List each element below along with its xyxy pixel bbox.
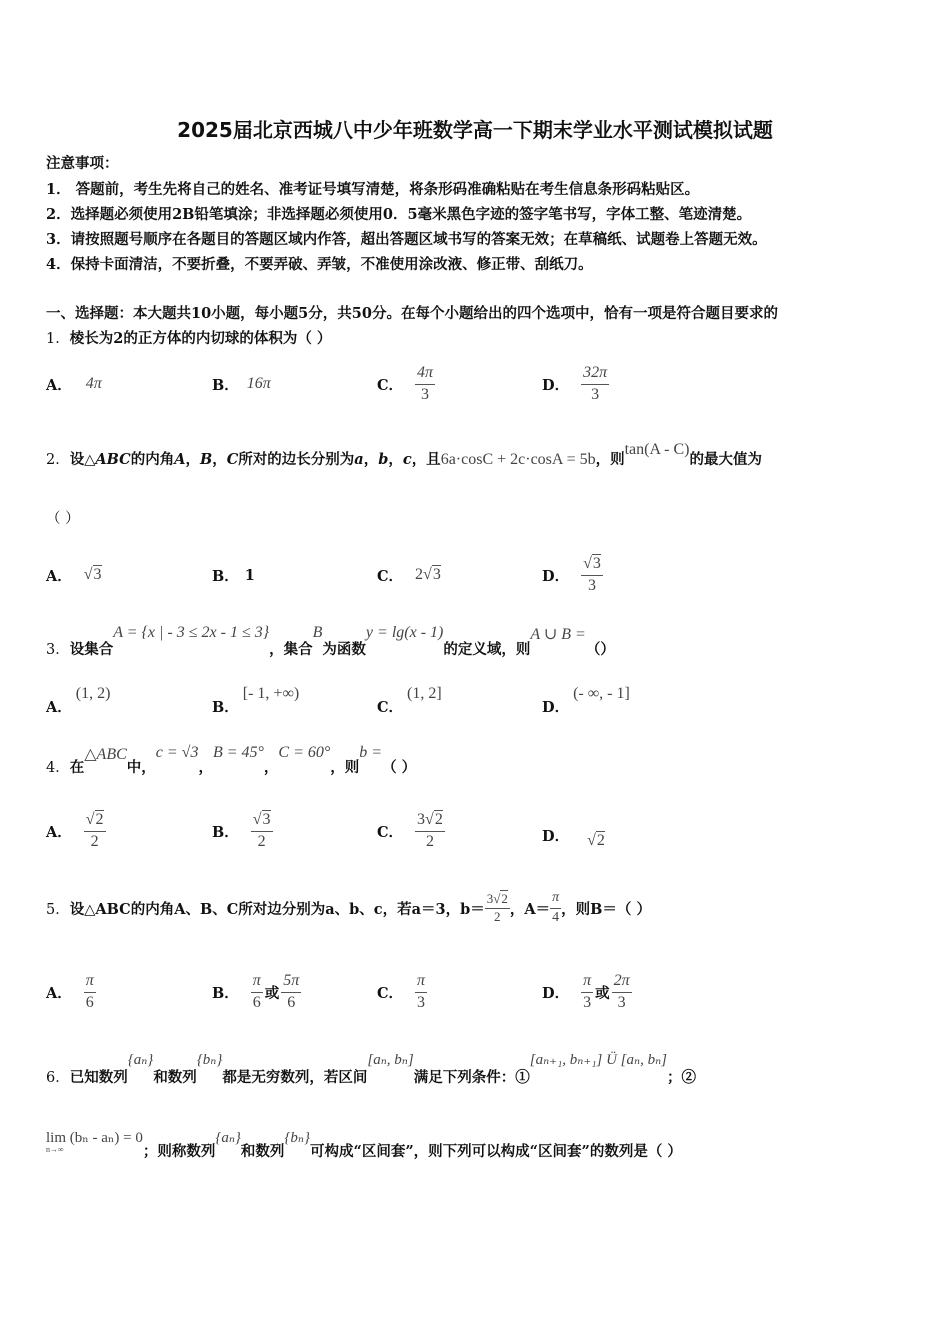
text-fragment: 和数列 <box>153 1069 197 1086</box>
text-fragment: n→∞ <box>46 1145 64 1154</box>
text-fragment: 2． <box>46 452 70 468</box>
q4-option-b[interactable] <box>212 798 273 864</box>
text-fragment: 4 <box>552 909 560 925</box>
question-5 <box>46 884 651 932</box>
text-fragment: 都是无穷数列，若区间 <box>222 1069 368 1086</box>
q5-option-d[interactable] <box>542 966 632 1018</box>
text-fragment: 6 <box>252 993 261 1011</box>
text-fragment: (- ∞, - 1] <box>573 685 630 702</box>
text-fragment: ， <box>363 451 379 468</box>
text-fragment: ABC <box>95 451 131 468</box>
text-fragment: (1, 2] <box>407 685 442 702</box>
text-fragment: √2 <box>587 832 605 849</box>
text-fragment: ， <box>198 759 213 776</box>
text-fragment: 可构成“区间套”，则下列可以构成“区间套”的数列是（ ） <box>310 1143 682 1160</box>
text-fragment: ，集合 <box>269 641 313 658</box>
text-fragment: √3 <box>83 566 102 583</box>
text-fragment: ，A＝ <box>509 900 551 918</box>
text-fragment: 2 <box>95 811 104 829</box>
text-fragment <box>84 811 106 831</box>
text-fragment: √3 <box>252 811 271 829</box>
text-fragment: ；则称数列 <box>142 1143 216 1160</box>
text-fragment: 已知数列 <box>69 1069 128 1086</box>
text-fragment: （ ） <box>382 759 417 776</box>
text-fragment: B． <box>212 823 239 841</box>
text-fragment: √2 <box>493 890 508 906</box>
text-fragment: ，则 <box>330 759 360 776</box>
text-fragment: B． <box>212 984 239 1002</box>
text-fragment: A． <box>46 376 72 394</box>
text-fragment: ，则 <box>595 451 625 468</box>
notice-item: 3．请按照题号顺序在各题目的答题区域内作答，超出答题区域书写的答案无效；在草稿纸、试题卷上答题无效。 <box>46 231 767 248</box>
text-fragment: ，且 <box>411 451 441 468</box>
text-fragment <box>415 364 435 404</box>
text-fragment: 设△ <box>69 451 96 468</box>
text-fragment: 2 <box>434 811 443 829</box>
text-fragment: ， <box>185 451 200 468</box>
text-fragment: 所对的边长分别为 <box>238 451 355 468</box>
text-fragment: 16π <box>246 375 271 392</box>
text-fragment: 设集合 <box>69 641 114 658</box>
text-fragment: 3 <box>417 811 426 829</box>
question-6 <box>46 1050 696 1087</box>
formula: A ∪ B = <box>530 626 586 643</box>
text-fragment: 3 <box>592 555 601 573</box>
text-fragment: 4π <box>415 364 435 384</box>
question-text: 棱长为2的正方体的内切球的体积为（ ） <box>69 330 332 347</box>
text-fragment: 2 <box>425 832 434 850</box>
text-fragment: ， <box>212 451 227 468</box>
text-fragment: 3 <box>617 993 626 1011</box>
formula: {bₙ} <box>196 1052 223 1068</box>
q2-option-c[interactable] <box>377 550 441 600</box>
q4-option-c[interactable] <box>377 798 445 864</box>
text-fragment: C． <box>377 823 404 841</box>
text-fragment: B． <box>212 567 239 585</box>
page-title: 2025届北京西城八中少年班数学高一下期末学业水平测试模拟试题 <box>177 118 773 142</box>
text-fragment: 中， <box>126 759 156 776</box>
text-fragment <box>581 364 609 404</box>
question-3 <box>46 624 615 659</box>
text-fragment: 2 <box>415 566 424 583</box>
formula: {aₙ} <box>215 1130 241 1146</box>
text-fragment: A． <box>46 699 72 716</box>
notice-item: 1． 答题前，考生先将自己的姓名、准考证号填写清楚，将条形码准确粘贴在考生信息条形码粘贴区。 <box>46 181 700 198</box>
text-fragment: [- 1, +∞) <box>242 685 300 702</box>
text-fragment <box>485 892 510 909</box>
text-fragment: 或 <box>264 984 280 1002</box>
text-fragment: （） <box>585 641 615 658</box>
question-6-cont <box>46 1128 682 1161</box>
text-fragment: π <box>581 972 593 992</box>
formula: 6a·cosC + 2c·cosA = 5b <box>440 451 596 468</box>
text-fragment <box>581 972 593 1012</box>
text-fragment: 3 <box>432 566 441 583</box>
text-fragment: B． <box>212 699 239 716</box>
formula: tan(A - C) <box>624 441 690 458</box>
notice-heading: 注意事项： <box>46 155 119 172</box>
text-fragment: π <box>550 890 561 908</box>
q3-option-c[interactable] <box>377 682 442 716</box>
text-fragment: 6． <box>46 1070 70 1086</box>
text-fragment: C． <box>377 984 404 1002</box>
formula: lim (bₙ - aₙ) = 0 <box>46 1130 143 1146</box>
text-fragment: 1 <box>244 566 255 584</box>
text-fragment: b <box>378 451 389 468</box>
q5-option-a[interactable] <box>46 966 96 1018</box>
text-fragment: 6 <box>85 993 94 1011</box>
text-fragment <box>581 555 603 595</box>
text-fragment: 2 <box>596 832 605 849</box>
text-fragment: 5π <box>281 972 301 992</box>
text-fragment: 3 <box>587 576 596 594</box>
text-fragment: D． <box>542 827 570 845</box>
text-fragment: D． <box>542 376 570 394</box>
text-fragment: √3 <box>583 555 601 573</box>
formula: {aₙ} <box>127 1052 154 1068</box>
text-fragment: ， <box>263 759 279 776</box>
text-fragment: (1, 2) <box>75 685 111 702</box>
text-fragment: A． <box>46 823 72 841</box>
text-fragment <box>485 892 510 925</box>
text-fragment: 或 <box>595 984 610 1002</box>
text-fragment: 2 <box>257 832 266 850</box>
text-fragment: π <box>415 972 427 992</box>
text-fragment: D． <box>542 984 570 1002</box>
formula: C = 60° <box>278 744 331 761</box>
formula: △ABC <box>84 746 127 763</box>
text-fragment: C． <box>377 699 404 716</box>
text-fragment: 和数列 <box>240 1143 285 1160</box>
text-fragment: c <box>402 451 412 468</box>
q3-option-a[interactable] <box>46 682 111 716</box>
text-fragment: 的定义域，则 <box>443 641 531 658</box>
text-fragment: π <box>251 972 263 992</box>
formula: y = lg(x - 1) <box>365 624 444 641</box>
text-fragment <box>415 811 445 831</box>
text-fragment <box>281 972 301 1012</box>
formula: B = 45° <box>212 744 264 761</box>
text-fragment: π <box>84 972 96 992</box>
text-fragment <box>251 811 273 831</box>
text-fragment: 满足下列条件：① <box>413 1069 530 1086</box>
q3-option-b[interactable] <box>212 682 300 716</box>
text-fragment: 的最大值为 <box>689 451 762 468</box>
text-fragment: 3 <box>93 566 102 583</box>
text-fragment: 3 <box>421 385 430 403</box>
text-fragment: ， <box>388 451 403 468</box>
q4-option-d[interactable] <box>542 810 605 860</box>
text-fragment: 2 <box>501 890 508 906</box>
text-fragment: B． <box>212 376 239 394</box>
text-fragment <box>550 890 561 925</box>
text-fragment: 3 <box>486 890 494 906</box>
text-fragment: √2 <box>85 811 104 829</box>
question-4 <box>46 744 416 777</box>
q1-option-b[interactable] <box>212 360 271 408</box>
text-fragment: √3 <box>423 566 441 583</box>
text-fragment <box>581 555 603 575</box>
section-heading: 一、选择题：本大题共10小题，每小题5分，共50分。在每个小题给出的四个选项中，恰有一项是符合题目要求的 <box>46 305 778 322</box>
q5-option-c[interactable] <box>377 966 427 1018</box>
text-fragment: C <box>226 451 239 468</box>
text-fragment: 2π <box>612 972 632 992</box>
text-fragment: 3 <box>583 993 592 1011</box>
text-fragment: A． <box>46 567 72 585</box>
text-fragment <box>415 972 427 1012</box>
text-fragment: 4． <box>46 760 70 776</box>
text-fragment: B <box>199 451 213 468</box>
text-fragment: D． <box>542 567 570 585</box>
formula: c = √3 <box>155 744 199 761</box>
text-fragment: 设△ABC的内角A、B、C所对边分别为a、b、c，若a＝3，b＝ <box>69 900 485 918</box>
text-fragment: 在 <box>69 759 85 776</box>
text-fragment: 3 <box>417 993 426 1011</box>
notice-item: 4．保持卡面清洁，不要折叠，不要弄破、弄皱，不准使用涂改液、修正带、刮纸刀。 <box>46 256 593 273</box>
question-1 <box>46 327 331 348</box>
text-fragment: 6 <box>287 993 296 1011</box>
q1-option-a[interactable] <box>46 360 102 408</box>
formula: [aₙ₊₁, bₙ₊₁] Ü [aₙ, bₙ] <box>529 1052 667 1068</box>
text-fragment: A <box>174 451 186 468</box>
text-fragment <box>84 811 106 851</box>
question-2 <box>46 441 762 469</box>
text-fragment: 的内角 <box>130 451 175 468</box>
formula: b = <box>359 744 383 761</box>
formula: B <box>312 624 323 641</box>
text-fragment: 32π <box>581 364 609 384</box>
notice-item: 2．选择题必须使用2B铅笔填涂；非选择题必须使用0．5毫米黑色字迹的签字笔书写，字体工整、笔迹清楚。 <box>46 206 752 223</box>
q2-option-b[interactable] <box>212 550 255 600</box>
text-fragment: C． <box>377 376 404 394</box>
text-fragment: ，则B＝（ ） <box>561 900 651 918</box>
text-fragment <box>251 811 273 851</box>
text-fragment: 为函数 <box>322 641 366 658</box>
text-fragment <box>251 972 263 1012</box>
q1-option-d[interactable] <box>542 358 609 410</box>
formula: [aₙ, bₙ] <box>367 1052 414 1068</box>
formula: {bₙ} <box>284 1130 310 1146</box>
text-fragment: 3 <box>262 811 271 829</box>
text-fragment <box>46 1128 143 1154</box>
q2-option-d[interactable] <box>542 542 603 608</box>
text-fragment <box>612 972 632 1012</box>
text-fragment: D． <box>542 699 570 716</box>
q1-option-c[interactable] <box>377 358 435 410</box>
text-fragment: 4π <box>85 375 102 392</box>
text-fragment: ；② <box>667 1069 696 1086</box>
question-paren: （ ） <box>46 511 80 527</box>
text-fragment <box>415 811 445 851</box>
text-fragment: 2 <box>494 908 501 924</box>
formula: A = {x | - 3 ≤ 2x - 1 ≤ 3} <box>113 624 270 641</box>
text-fragment: 3． <box>46 642 70 658</box>
text-fragment: 5． <box>46 901 70 918</box>
text-fragment: A． <box>46 984 72 1002</box>
text-fragment: a <box>354 451 364 468</box>
q5-option-b[interactable] <box>212 966 301 1018</box>
question-number: 1． <box>46 331 70 347</box>
text-fragment: 2 <box>90 832 99 850</box>
q2-option-a[interactable] <box>46 550 102 600</box>
q3-option-d[interactable] <box>542 682 630 716</box>
text-fragment <box>84 972 96 1012</box>
q4-option-a[interactable] <box>46 798 106 864</box>
text-fragment: √2 <box>425 811 443 829</box>
text-fragment: 3 <box>591 385 600 403</box>
text-fragment: C． <box>377 567 404 585</box>
